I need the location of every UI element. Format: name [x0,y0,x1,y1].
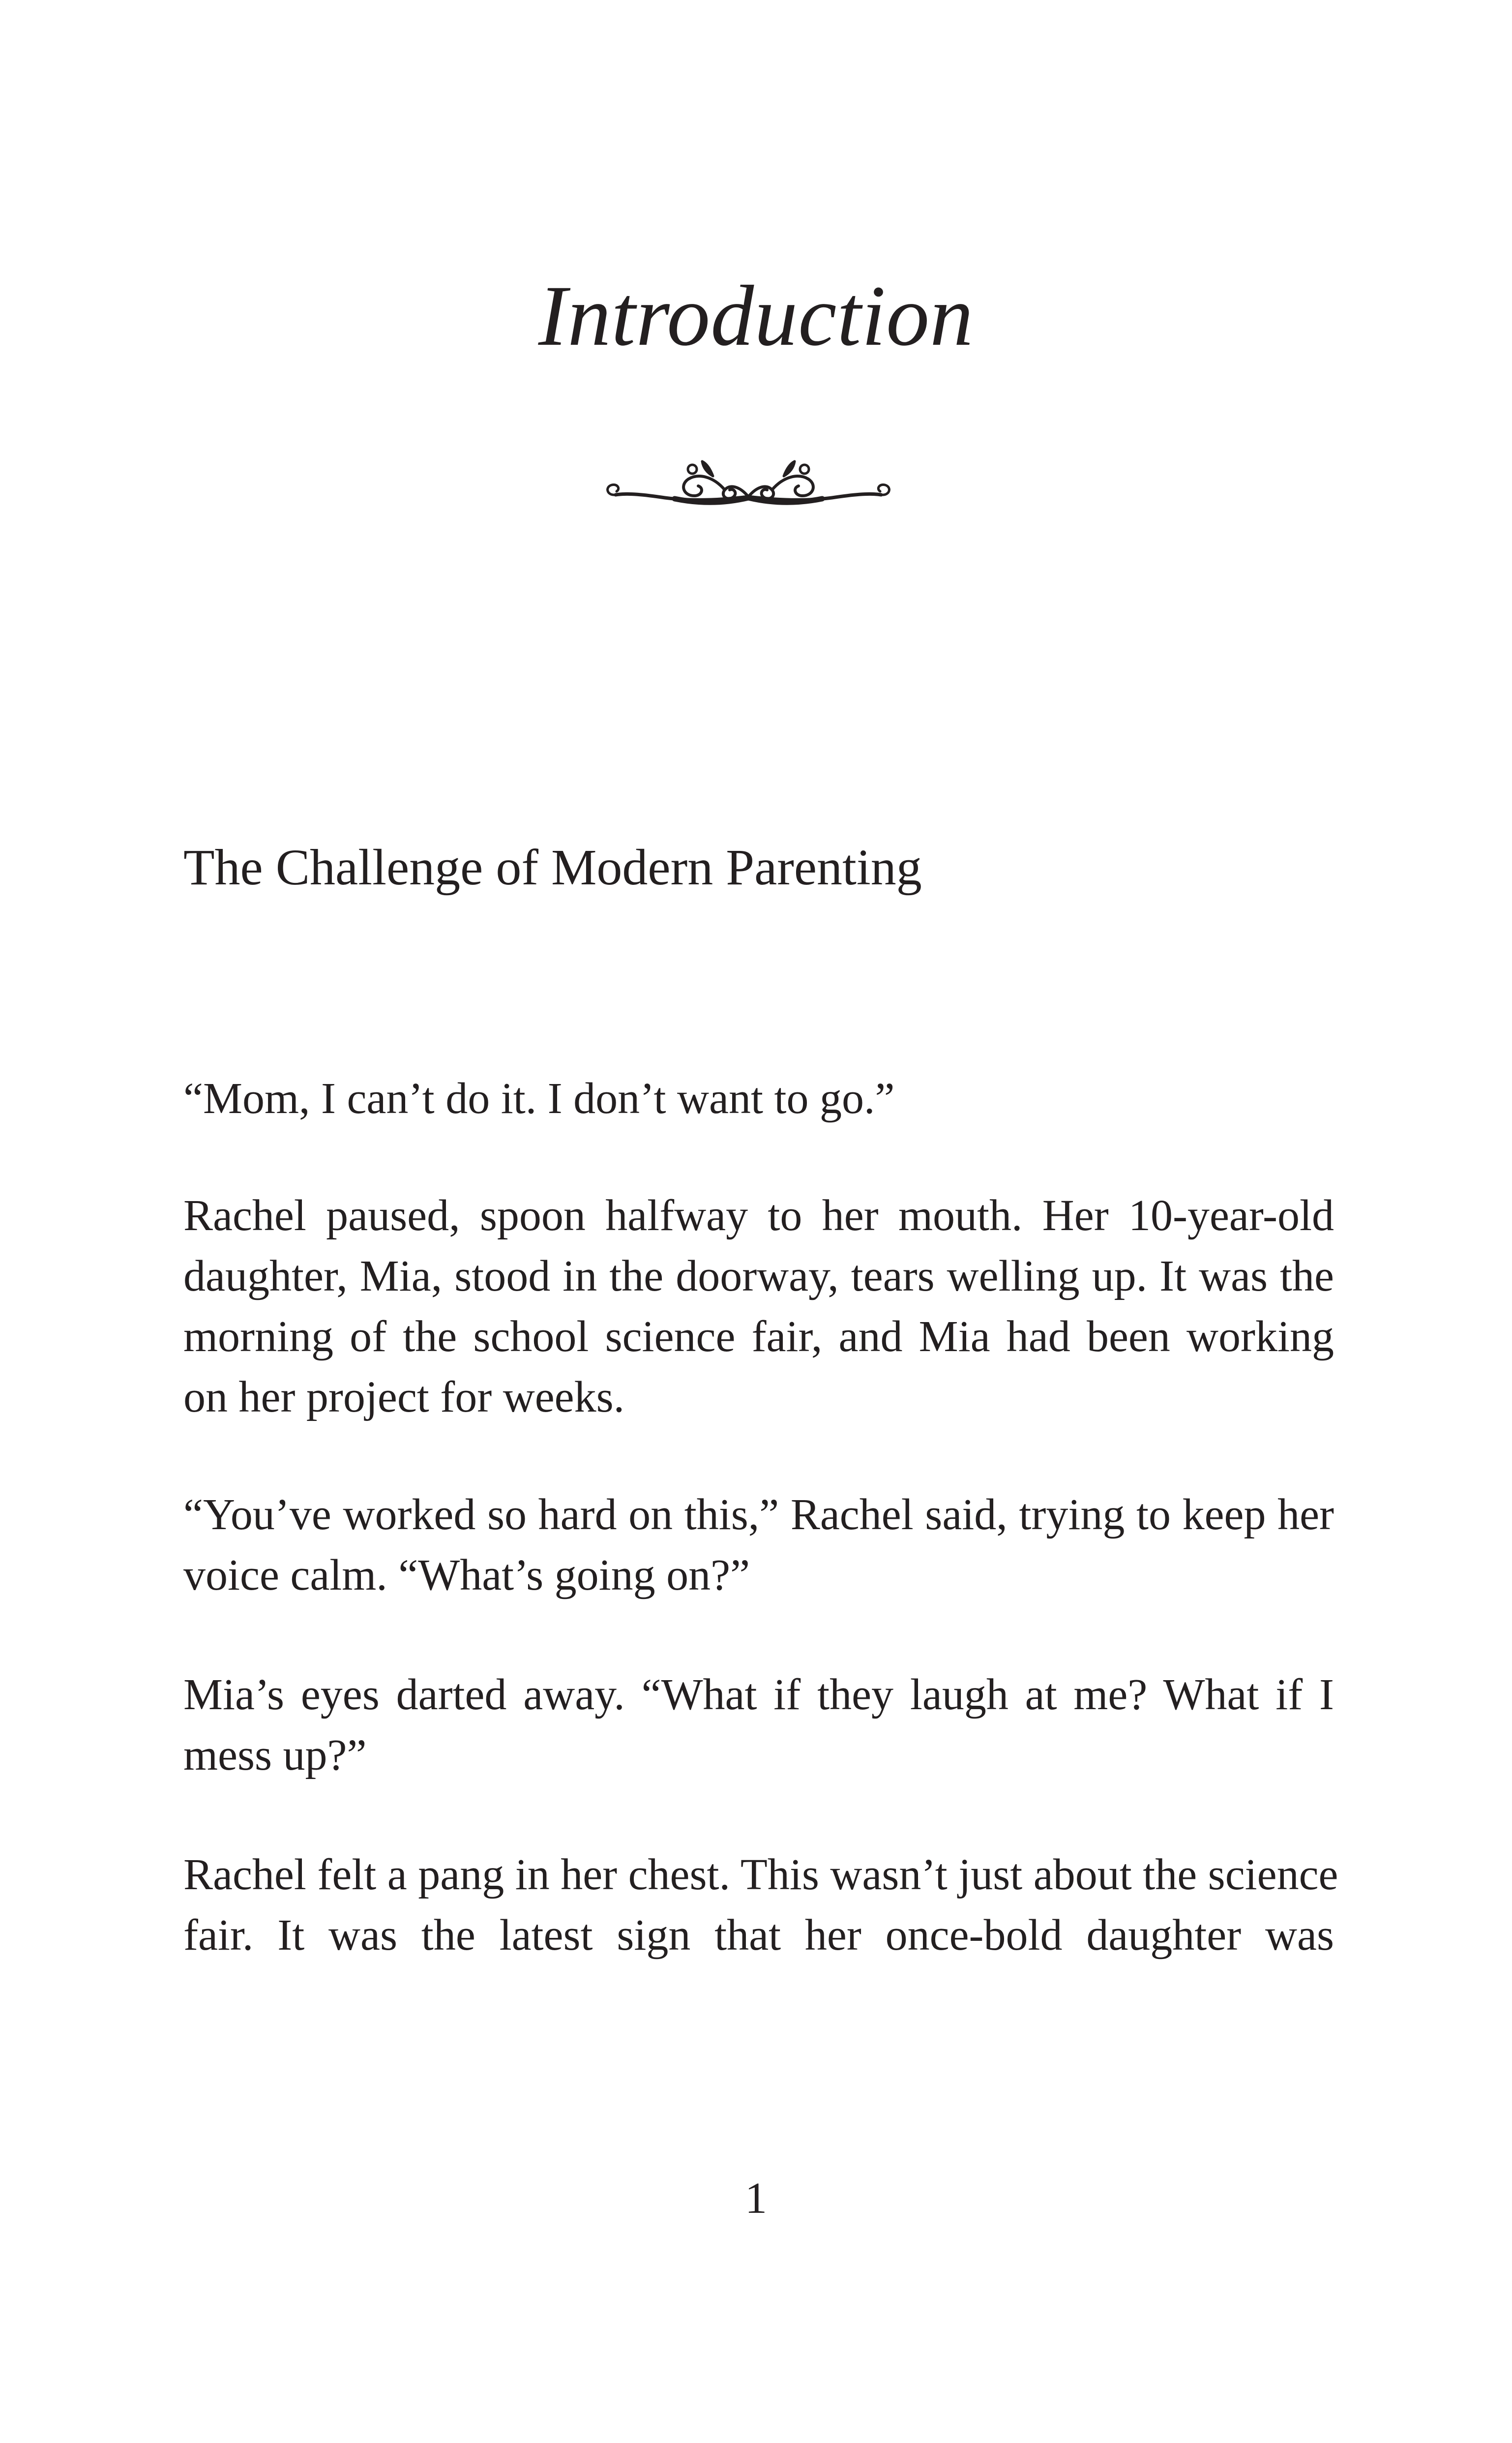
paragraph-line: Mia’s eyes darted away. “What if they laugh at me? What if I [183,1670,1334,1719]
paragraph-line: “Mom, I can’t do it. I don’t want to go.” [183,1074,895,1123]
section-heading: The Challenge of Modern Parenting [183,839,922,896]
paragraph [183,1068,1334,1129]
paragraph-line: Rachel paused, spoon halfway to her mouth. Her 10-year-old [183,1191,1334,1240]
paragraph-line: voice calm. “What’s going on?” [183,1551,750,1599]
paragraph-line: mess up?” [183,1731,367,1779]
flourish-divider-icon [601,447,896,520]
chapter-title: Introduction [538,268,974,364]
paragraph-line: morning of the school science fair, and Mia had been working [183,1312,1334,1361]
paragraph [183,1844,1338,1965]
paragraph-line: Rachel felt a pang in her chest. This wasn’t just about the science [183,1850,1338,1899]
paragraph [183,1664,1334,1785]
paragraph-line: daughter, Mia, stood in the doorway, tears welling up. It was the [183,1252,1334,1300]
page-number: 1 [745,2174,767,2223]
paragraph [183,1484,1334,1605]
paragraph-line: on her project for weeks. [183,1373,625,1421]
paragraph-line: “You’ve worked so hard on this,” Rachel said, trying to keep her [183,1490,1334,1539]
paragraph-line: fair. It was the latest sign that her once-bold daughter was [183,1911,1334,1960]
paragraph [183,1185,1334,1427]
